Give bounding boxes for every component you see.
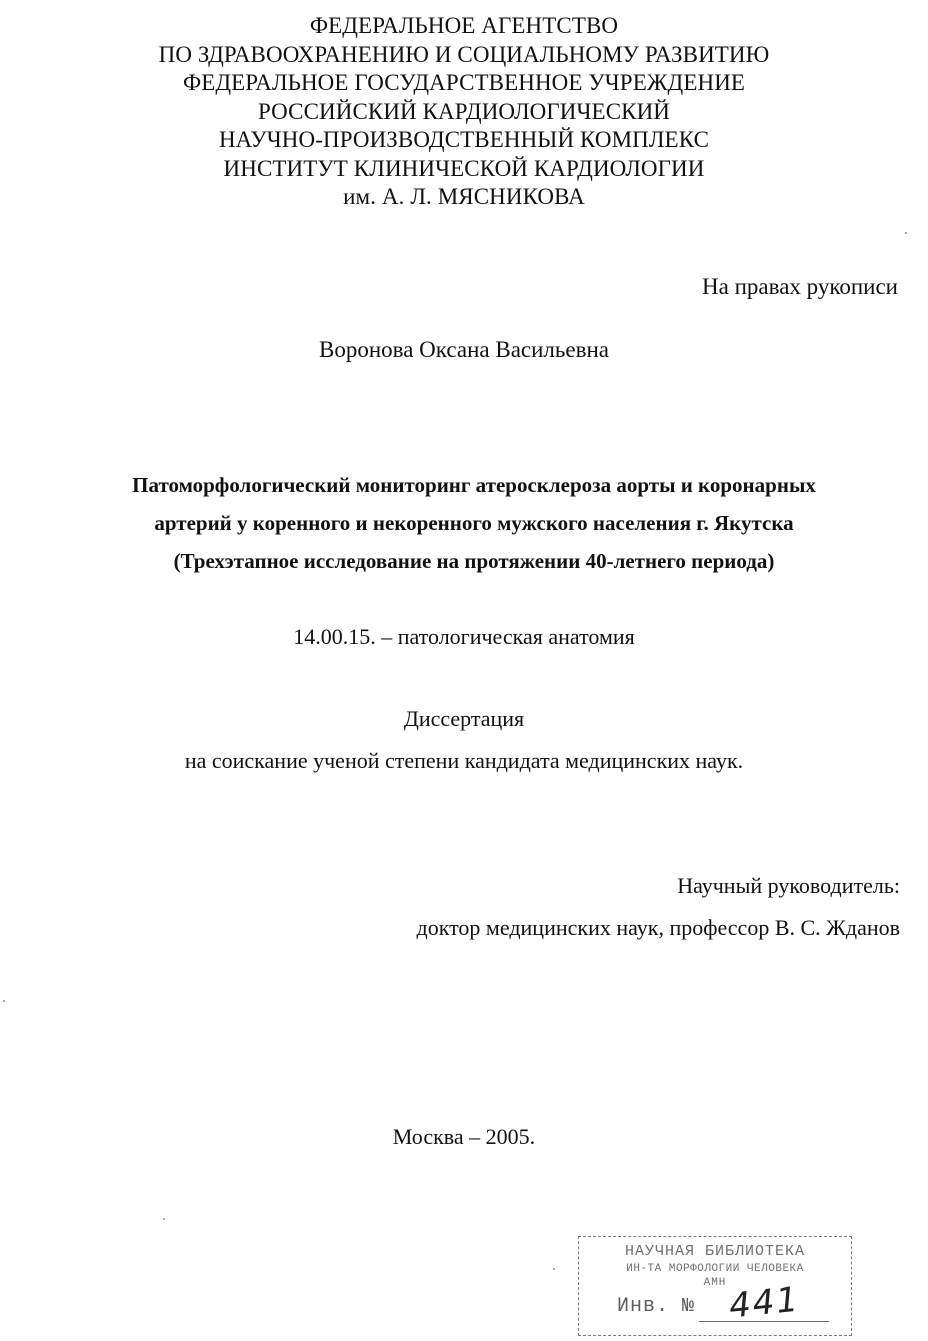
author-name: Воронова Оксана Васильевна bbox=[319, 337, 609, 362]
stamp-line: АМН bbox=[703, 1277, 727, 1289]
header-line: ФЕДЕРАЛЬНОЕ ГОСУДАРСТВЕННОЕ УЧРЕЖДЕНИЕ bbox=[182, 70, 746, 95]
supervisor-name: доктор медицинских наук, профессор В. С. Жданов bbox=[416, 915, 900, 940]
title-line: (Трехэтапное исследование на протяжении 40-летнего периода) bbox=[173, 549, 775, 573]
work-type: Диссертация bbox=[403, 706, 525, 731]
header-line: им. А. Л. МЯСНИКОВА bbox=[343, 184, 585, 209]
stamp-line: ИН-ТА МОРФОЛОГИИ ЧЕЛОВЕКА bbox=[626, 1263, 804, 1275]
header-line: НАУЧНО-ПРОИЗВОДСТВЕННЫЙ КОМПЛЕКС bbox=[218, 127, 710, 152]
library-stamp bbox=[578, 1236, 852, 1336]
scan-speck bbox=[553, 1268, 555, 1270]
scan-speck bbox=[3, 1000, 5, 1002]
specialty-code: 14.00.15. – патологическая анатомия bbox=[293, 624, 635, 649]
header-line: ИНСТИТУТ КЛИНИЧЕСКОЙ КАРДИОЛОГИИ bbox=[223, 155, 705, 181]
institution-header bbox=[0, 12, 928, 212]
inventory-label: Инв. № bbox=[617, 1295, 696, 1318]
supervisor-label: Научный руководитель: bbox=[677, 873, 900, 898]
stamp-line: НАУЧНАЯ БИБЛИОТЕКА bbox=[624, 1243, 806, 1260]
header-line: ПО ЗДРАВООХРАНЕНИЮ И СОЦИАЛЬНОМУ РАЗВИТИЮ bbox=[158, 41, 770, 67]
title-line: Патоморфологический мониторинг атеросклероза аорты и коронарных bbox=[132, 473, 816, 497]
header-line: ФЕДЕРАЛЬНОЕ АГЕНТСТВО bbox=[309, 13, 619, 38]
manuscript-note: На правах рукописи bbox=[702, 274, 898, 299]
dissertation-title bbox=[20, 466, 928, 580]
place-year: Москва – 2005. bbox=[392, 1124, 536, 1149]
degree-statement: на соискание ученой степени кандидата медицинских наук. bbox=[184, 748, 744, 773]
inventory-number-handwritten: 441 bbox=[727, 1279, 802, 1327]
header-line: РОССИЙСКИЙ КАРДИОЛОГИЧЕСКИЙ bbox=[257, 98, 670, 124]
title-line: артерий у коренного и некоренного мужского населения г. Якутска bbox=[154, 511, 794, 535]
scan-speck bbox=[905, 232, 907, 234]
scan-speck bbox=[163, 1218, 165, 1220]
